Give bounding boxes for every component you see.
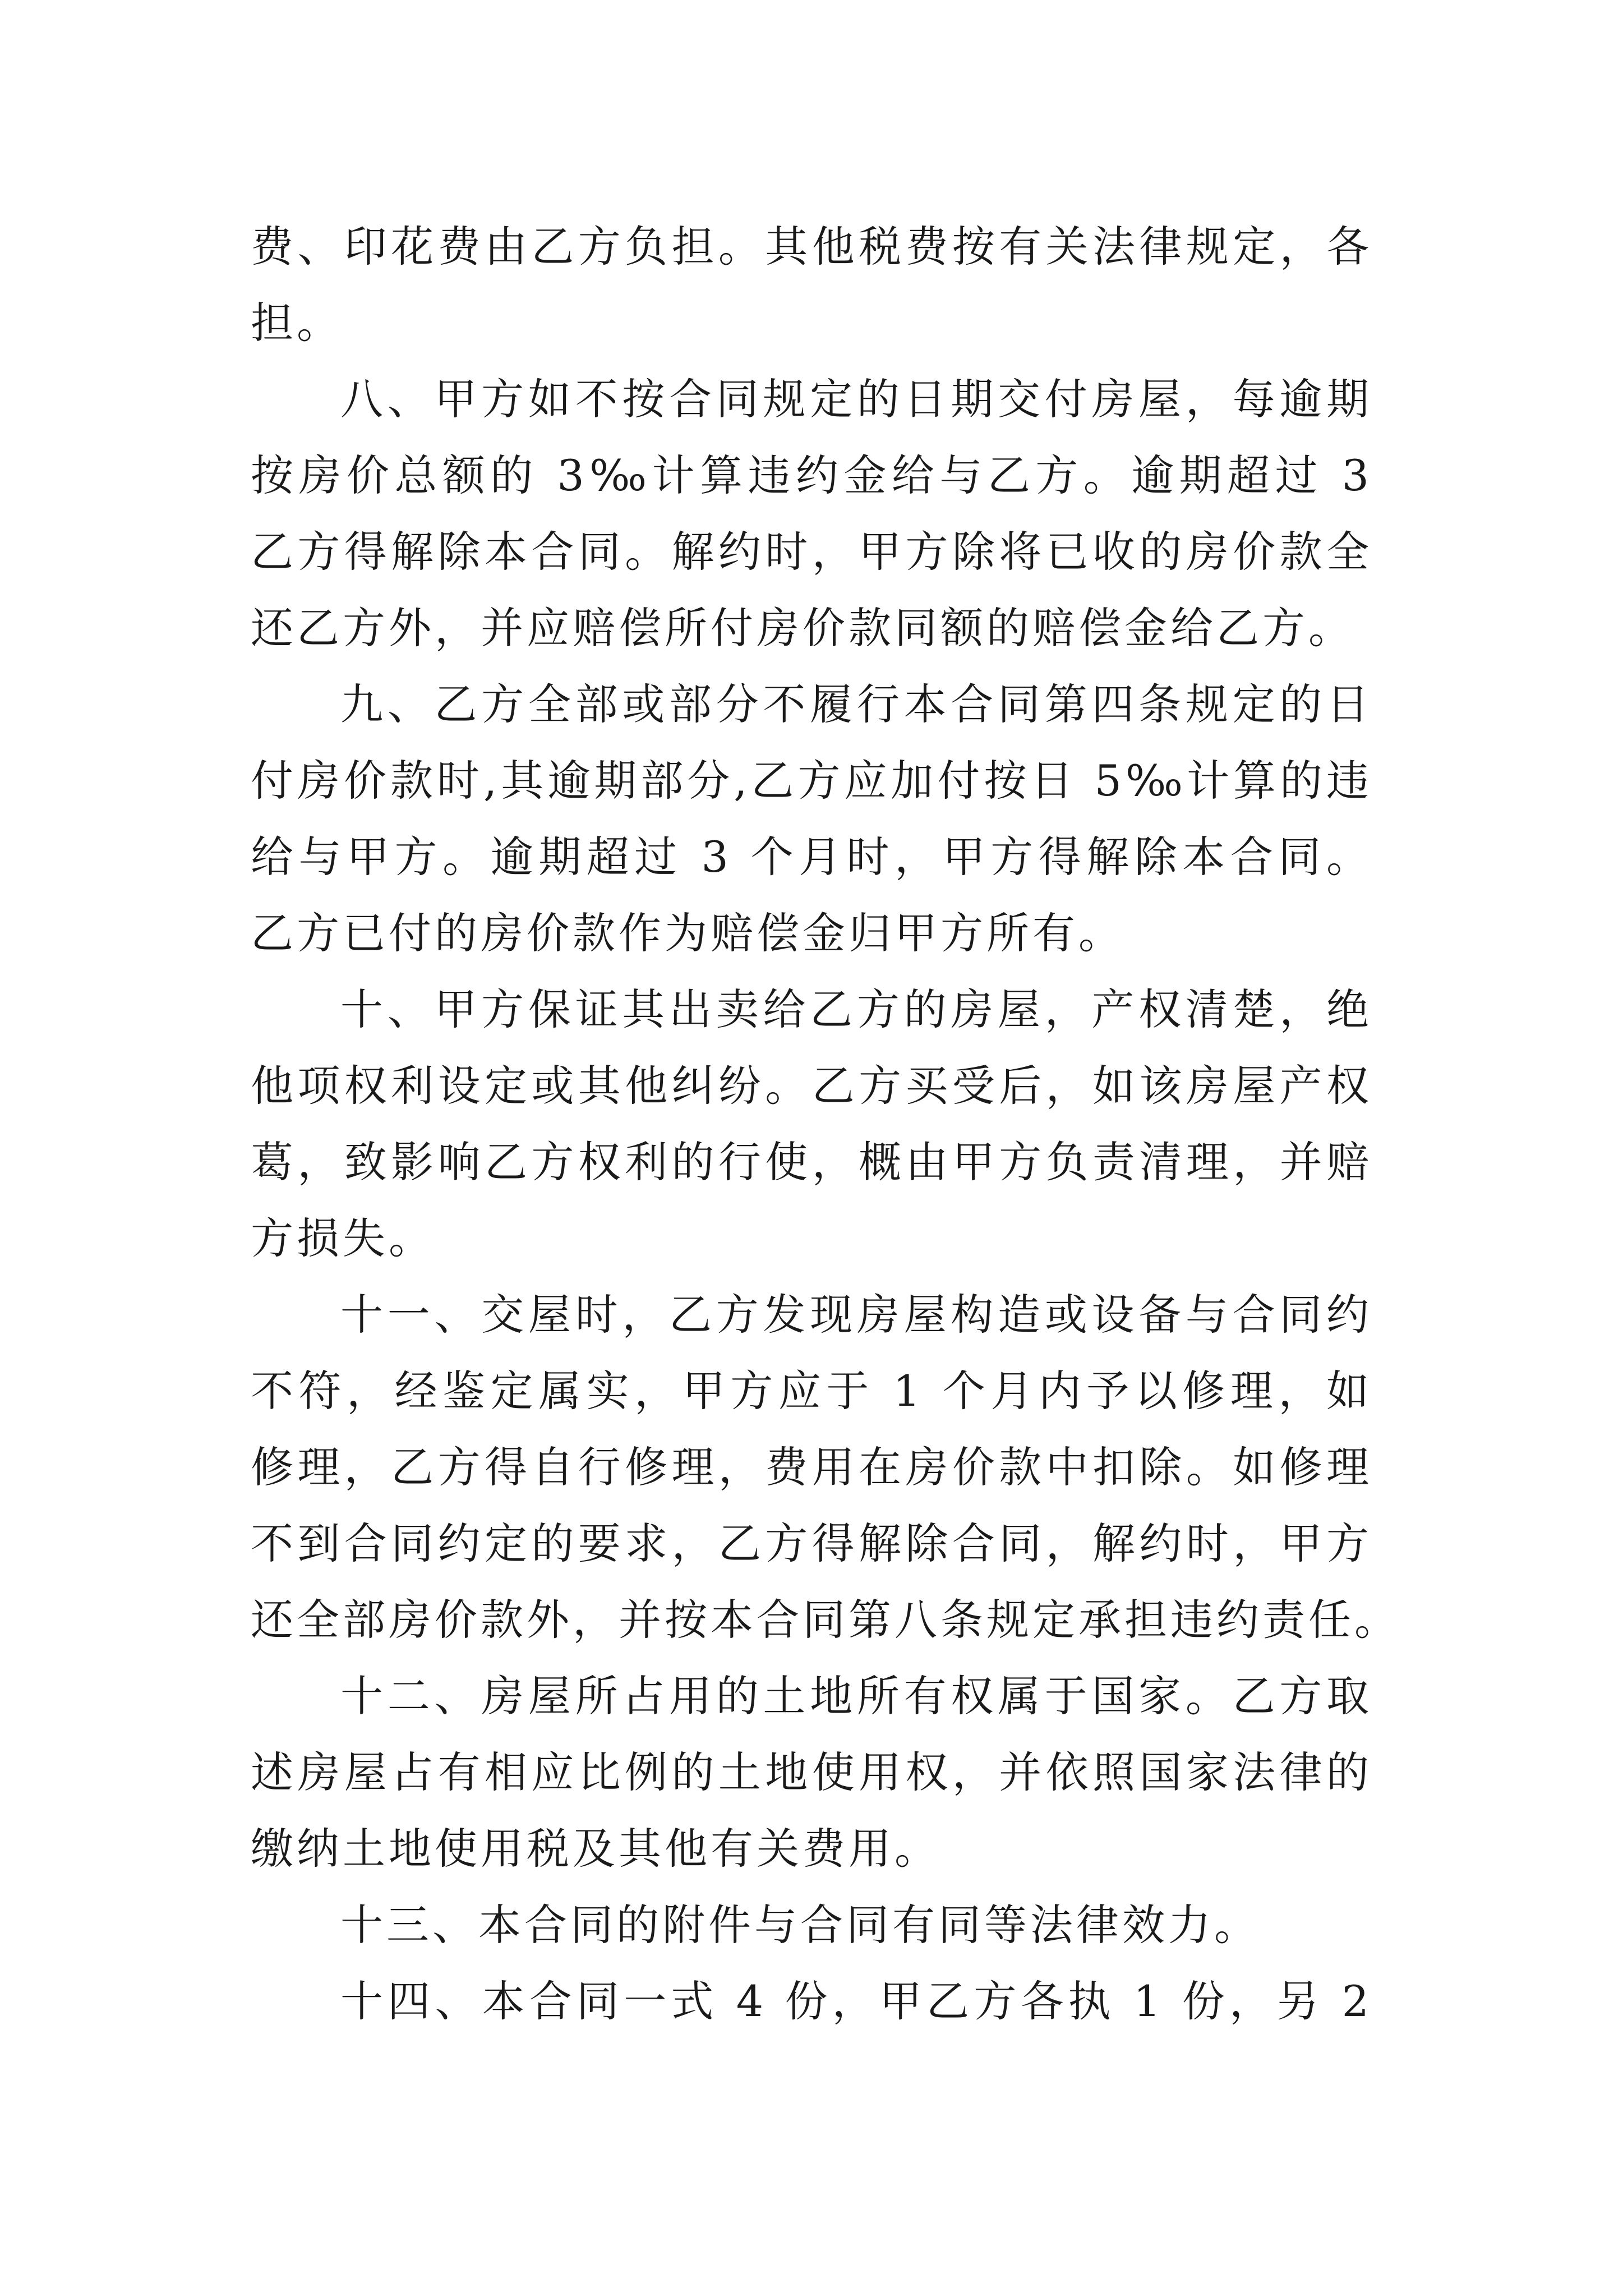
text-line: 他项权利设定或其他纠纷。乙方买受后，如该房屋产权 [251,1061,1372,1111]
text-line: 付房价款时,其逾期部分,乙方应加付按日 5‰计算的违 [251,756,1372,806]
text-line: 方损失。 [251,1213,435,1263]
text-line: 不到合同约定的要求，乙方得解除合同，解约时，甲方 [251,1519,1372,1568]
text-line: 修理，乙方得自行修理，费用在房价款中扣除。如修理 [251,1442,1372,1492]
text-line: 费、印花费由乙方负担。其他税费按有关法律规定，各 [251,222,1372,272]
text-line: 九、乙方全部或部分不履行本合同第四条规定的日 [340,679,1372,729]
text-line: 还全部房价款外，并按本合同第八条规定承担违约责任。 [251,1595,1400,1645]
text-line: 十一、交屋时，乙方发现房屋构造或设备与合同约 [340,1290,1372,1340]
text-line: 还乙方外，并应赔偿所付房价款同额的赔偿金给乙方。 [251,603,1354,653]
text-line: 按房价总额的 3‰计算违约金给与乙方。逾期超过 3 [251,450,1372,500]
text-line: 十、甲方保证其出卖给乙方的房屋，产权清楚，绝 [340,984,1372,1034]
text-line: 乙方得解除本合同。解约时，甲方除将已收的房价款全 [251,527,1372,577]
text-line: 八、甲方如不按合同规定的日期交付房屋，每逾期 [340,374,1372,424]
contract-body-text [251,209,1400,2040]
text-line: 葛，致影响乙方权利的行使，概由甲方负责清理，并赔 [251,1137,1372,1187]
text-line: 十四、本合同一式 4 份，甲乙方各执 1 份，另 2 [340,1976,1372,2026]
text-line: 乙方已付的房价款作为赔偿金归甲方所有。 [251,908,1124,958]
text-line: 十三、本合同的附件与合同有同等法律效力。 [340,1900,1260,1950]
text-line: 十二、房屋所占用的土地所有权属于国家。乙方取 [340,1671,1372,1721]
text-line: 给与甲方。逾期超过 3 个月时，甲方得解除本合同。 [251,832,1372,882]
text-line: 担。 [251,298,343,348]
text-line: 不符，经鉴定属实，甲方应于 1 个月内予以修理，如 [251,1366,1372,1416]
text-line: 缴纳土地使用税及其他有关费用。 [251,1824,940,1874]
text-line: 述房屋占有相应比例的土地使用权，并依照国家法律的 [251,1747,1372,1797]
